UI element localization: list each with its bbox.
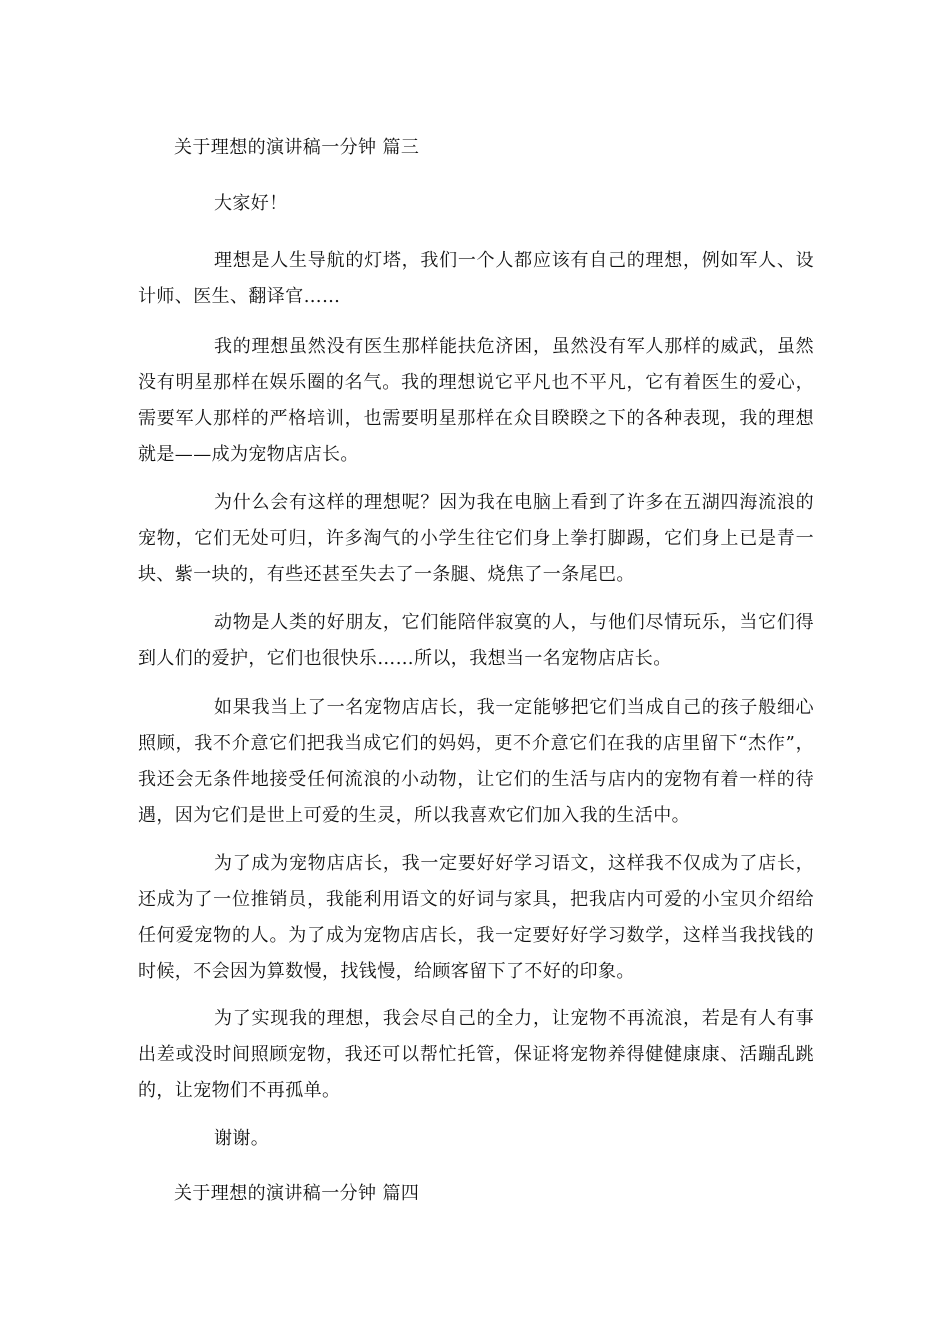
paragraph-3: 为什么会有这样的理想呢？因为我在电脑上看到了许多在五湖四海流浪的宠物，它们无处可归，许多淘气的小学生往它们身上拳打脚踢，它们身上已是青一块、紫一块的，有些还甚至失去了一条腿、烧焦了一条尾巴。 [138, 492, 814, 585]
paragraph-4: 动物是人类的好朋友，它们能陪伴寂寞的人，与他们尽情玩乐，当它们得到人们的爱护，它们也很快乐……所以，我想当一名宠物店店长。 [138, 612, 814, 669]
closing: 谢谢。 [214, 1128, 270, 1149]
section-four-title: 关于理想的演讲稿一分钟 篇四 [174, 1183, 420, 1204]
paragraph-7: 为了实现我的理想，我会尽自己的全力，让宠物不再流浪，若是有人有事出差或没时间照顾宠物，我还可以帮忙托管，保证将宠物养得健健康康、活蹦乱跳的，让宠物们不再孤单。 [138, 1008, 814, 1101]
paragraph-2: 我的理想虽然没有医生那样能扶危济困，虽然没有军人那样的威武，虽然没有明星那样在娱乐圈的名气。我的理想说它平凡也不平凡，它有着医生的爱心，需要军人那样的严格培训，也需要明星那样在众目睽睽之下的各种表现，我的理想就是——成为宠物店店长。 [138, 336, 814, 465]
section-three-title: 关于理想的演讲稿一分钟 篇三 [174, 137, 420, 158]
paragraph-6: 为了成为宠物店店长，我一定要好好学习语文，这样我不仅成为了店长，还成为了一位推销员，我能利用语文的好词与家具，把我店内可爱的小宝贝介绍给任何爱宠物的人。为了成为宠物店店长，我一定要好好学习数学，这样当我找钱的时候，不会因为算数慢，找钱慢，给顾客留下了不好的印象。 [138, 853, 814, 982]
greeting: 大家好！ [214, 193, 288, 214]
paragraph-1: 理想是人生导航的灯塔，我们一个人都应该有自己的理想，例如军人、设计师、医生、翻译官…… [138, 250, 814, 307]
paragraph-5: 如果我当上了一名宠物店店长，我一定能够把它们当成自己的孩子般细心照顾，我不介意它们把我当成它们的妈妈，更不介意它们在我的店里留下“杰作”，我还会无条件地接受任何流浪的小动物，让它们的生活与店内的宠物有着一样的待遇，因为它们是世上可爱的生灵，所以我喜欢它们加入我的生活中。 [138, 697, 814, 826]
